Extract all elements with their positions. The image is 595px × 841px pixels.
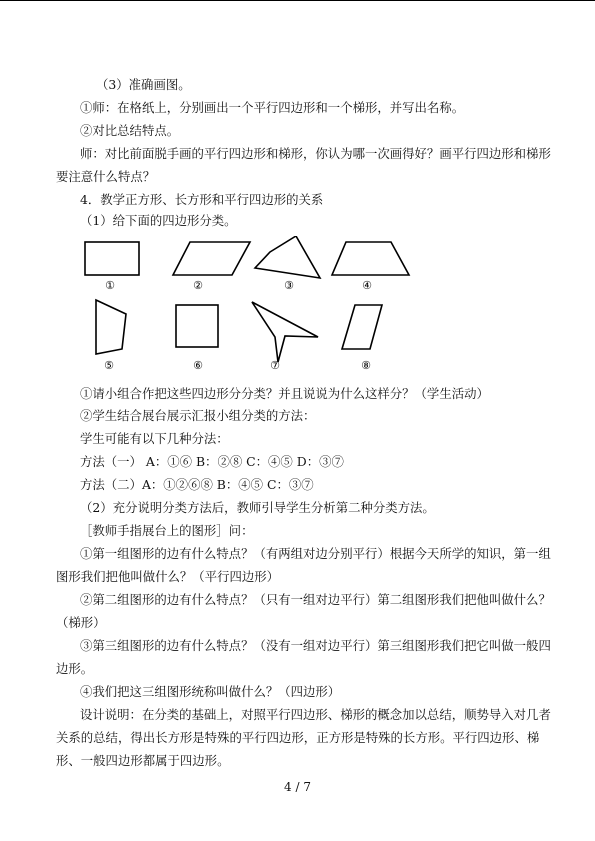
shape-label-5: ⑤	[104, 359, 114, 372]
shape-label-7: ⑦	[270, 359, 280, 372]
text-line-15: ①第一组图形的边有什么特点？（有两组对边分别平行）根据今天所学的知识，第一组	[80, 546, 551, 561]
shape-label-8: ⑧	[361, 359, 371, 372]
shape-label-4: ④	[362, 279, 372, 292]
text-line-20: 边形。	[56, 661, 94, 676]
shape-label-1: ①	[105, 279, 115, 292]
shape-3-irregular	[255, 236, 320, 278]
text-line-9: ②学生结合展台展示汇报小组分类的方法：	[80, 408, 316, 423]
text-line-16: 图形我们把他叫做什么？（平行四边形）	[56, 569, 280, 584]
design-note-3: 形、一般四边形都属于四边形。	[56, 753, 230, 768]
text-line-18: （梯形）	[56, 615, 106, 630]
page-number: 4 / 7	[284, 780, 311, 794]
method-two: 方法（二）A：①②⑥⑧ B：④⑤ C：③⑦	[80, 477, 314, 492]
shape-5-trapezoid	[96, 300, 126, 354]
text-line-21: ④我们把这三组图形统称叫做什么？（四边形）	[80, 684, 341, 699]
shape-2-parallelogram	[173, 242, 250, 275]
text-line-14: ［教师手指展台上的图形］问：	[80, 523, 254, 538]
design-note-2: 关系的总结，得出长方形是特殊的平行四边形，正方形是特殊的长方形。平行四边形、梯	[56, 730, 540, 745]
shape-label-6: ⑥	[193, 359, 203, 372]
method-one: 方法（一） A：①⑥ B：②⑧ C：④⑤ D：③⑦	[80, 454, 344, 469]
text-line-7: （1）给下面的四边形分类。	[80, 213, 237, 228]
quadrilateral-figures	[80, 236, 550, 376]
text-line-5: 要注意什么特点？	[56, 169, 156, 184]
shape-label-2: ②	[193, 279, 203, 292]
text-line-1: （3）准确画图。	[96, 77, 191, 92]
shape-1-rectangle	[85, 242, 139, 275]
section-heading-4: 4．教学正方形、长方形和平行四边形的关系	[80, 192, 324, 207]
shape-7-arrow	[252, 302, 318, 362]
text-line-13: （2）充分说明分类方法后，教师引导学生分析第二种分类方法。	[80, 500, 435, 515]
text-line-2: ①师：在格纸上，分别画出一个平行四边形和一个梯形，并写出名称。	[80, 100, 465, 115]
text-line-4: 师：对比前面脱手画的平行四边形和梯形，你认为哪一次画得好？画平行四边形和梯形	[80, 146, 551, 161]
shape-label-3: ③	[284, 279, 294, 292]
text-line-10: 学生可能有以下几种分法：	[80, 431, 229, 446]
text-line-17: ②第二组图形的边有什么特点？（只有一组对边平行）第二组图形我们把他叫做什么？	[80, 592, 551, 607]
shape-6-square	[176, 305, 218, 347]
design-note-1: 设计说明：在分类的基础上，对照平行四边形、梯形的概念加以总结，顺势导入对几者	[80, 707, 551, 722]
text-line-3: ②对比总结特点。	[80, 123, 180, 138]
header-rule	[0, 0, 595, 1]
text-line-19: ③第三组图形的边有什么特点？（没有一组对边平行）第三组图形我们把它叫做一般四	[80, 638, 551, 653]
text-line-8: ①请小组合作把这些四边形分分类？并且说说为什么这样分？（学生活动）	[80, 386, 489, 401]
shape-4-trapezoid	[332, 242, 409, 275]
shape-8-parallelogram	[342, 305, 382, 349]
